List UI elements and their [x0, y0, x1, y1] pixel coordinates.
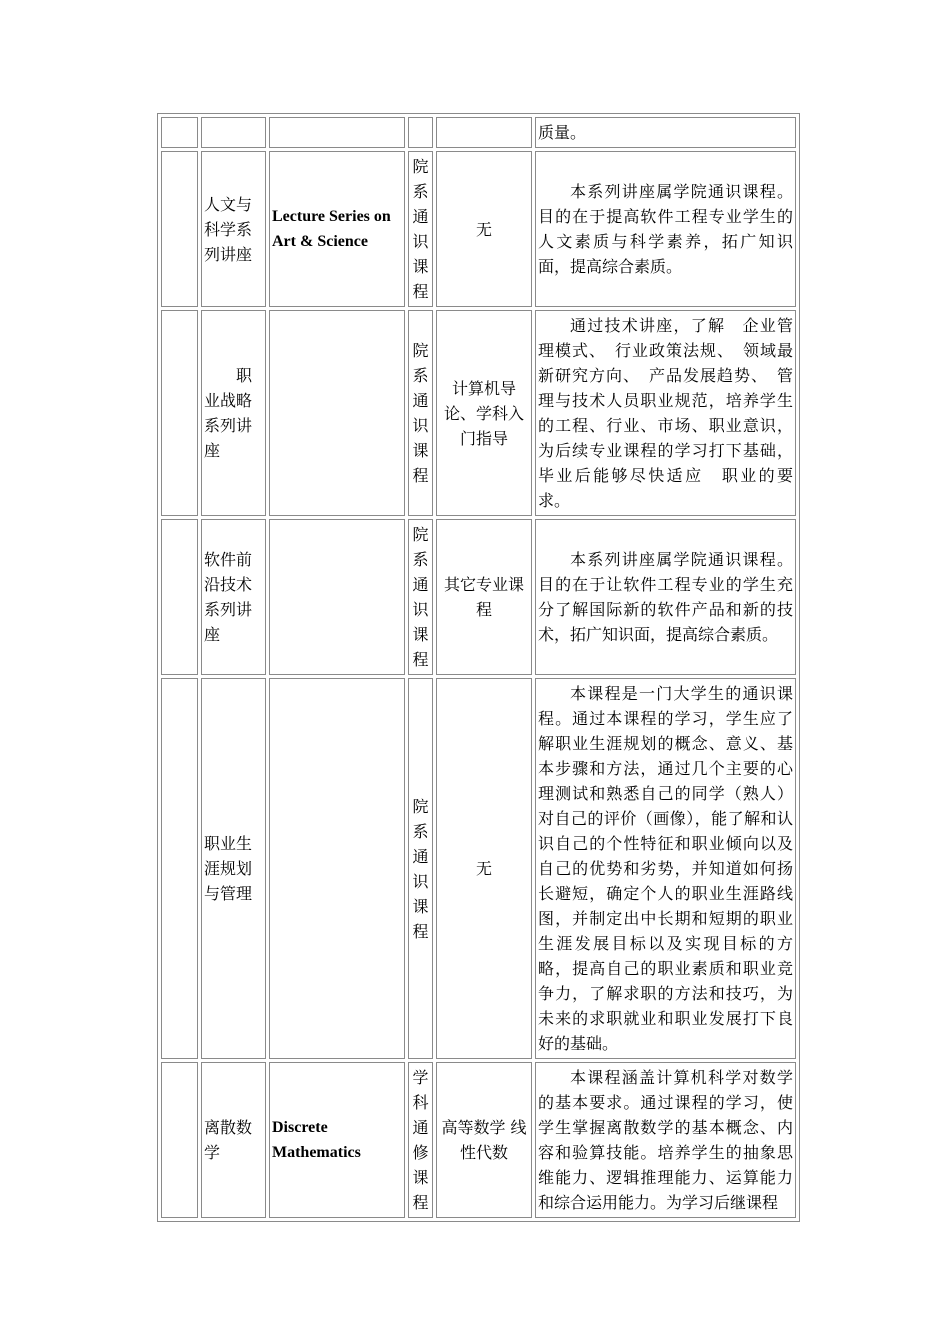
course-name-cell — [201, 310, 266, 516]
course-type-text: 院系通识课程 — [412, 796, 429, 941]
course-type-text: 院系通识课程 — [412, 525, 429, 669]
course-name-cell: 人文与科学系列讲座 — [201, 151, 266, 307]
description-cell — [535, 519, 796, 675]
table-row — [161, 678, 796, 1059]
course-english-name-cell: Discrete Mathematics — [269, 1062, 405, 1218]
course-type-cell — [408, 310, 433, 516]
description-cell — [535, 310, 796, 516]
course-english-name-cell — [269, 117, 405, 148]
description-text: 本系列讲座属学院通识课程。目的在于让软件工程专业的学生充分了解国际新的软件产品和新的技术，拓广知识面，提高综合素质。 — [538, 550, 793, 644]
table-row — [161, 151, 796, 307]
course-index-cell — [161, 310, 198, 516]
course-index-cell — [161, 117, 198, 148]
course-index-cell — [161, 1062, 198, 1218]
course-type-text: 院系通识课程 — [412, 157, 429, 301]
prerequisite-cell: 高等数学 线性代数 — [436, 1062, 532, 1218]
course-table — [157, 113, 800, 1222]
description-text: 通过技术讲座，了解 企业管理模式、 行业政策法规、 领域最新研究方向、 产品发展趋势、 管理与技术人员职业规范，培养学生的工程、行业、市场、职业意识，为后续专业课程的学习打下基础，毕业后能够尽快适应 职业的要求。 — [538, 316, 793, 510]
course-index-cell — [161, 519, 198, 675]
prerequisite-cell: 其它专业课程 — [436, 519, 532, 675]
course-type-text: 院系通识课程 — [412, 341, 429, 485]
course-name-cell: 职业生涯规划与管理 — [201, 678, 266, 1059]
description-text: 本系列讲座属学院通识课程。目的在于提高软件工程专业学生的人文素质与科学素养，拓广知识面，提高综合素质。 — [538, 182, 793, 276]
prerequisite-cell: 无 — [436, 151, 532, 307]
course-type-cell — [408, 1062, 433, 1218]
prerequisite-cell: 计算机导论、学科入门指导 — [436, 310, 532, 516]
course-english-name-cell: Lecture Series on Art & Science — [269, 151, 405, 307]
description-text: 本课程涵盖计算机科学对数学的基本要求。通过课程的学习，使学生掌握离散数学的基本概念、内容和验算技能。培养学生的抽象思维能力、逻辑推理能力、运算能力和综合运用能力。为学习后继课程 — [538, 1068, 793, 1212]
prerequisite-cell — [436, 117, 532, 148]
course-name-cell: 软件前沿技术系列讲座 — [201, 519, 266, 675]
course-index-cell — [161, 678, 198, 1059]
course-type-cell — [408, 117, 433, 148]
course-type-cell — [408, 519, 433, 675]
course-index-cell — [161, 151, 198, 307]
table-row — [161, 310, 796, 516]
course-name-text: 职业战略系列讲座 — [204, 366, 253, 460]
course-type-cell — [408, 151, 433, 307]
course-english-name-cell — [269, 678, 405, 1059]
description-cell — [535, 678, 796, 1059]
table-row — [161, 1062, 796, 1218]
course-type-text: 学科通修课程 — [412, 1068, 429, 1212]
description-cell — [535, 1062, 796, 1218]
course-name-cell — [201, 117, 266, 148]
description-cell — [535, 151, 796, 307]
course-english-name-cell — [269, 519, 405, 675]
course-english-name-cell — [269, 310, 405, 516]
description-text: 本课程是一门大学生的通识课程。通过本课程的学习，学生应了解职业生涯规划的概念、意义、基本步骤和方法，通过几个主要的心理测试和熟悉自己的同学（熟人）对自己的评价（画像），能了解和认识自己的个性特征和职业倾向以及自己的优势和劣势，并知道如何扬长避短，确定个人的职业生涯路线图，并制定出中长期和短期的职业生涯发展目标以及实现目标的方略，提高自己的职业素质和职业竞争力，了解求职的方法和技巧，为未来的求职就业和职业发展打下良好的基础。 — [538, 684, 793, 1053]
description-cell — [535, 117, 796, 148]
table-row — [161, 519, 796, 675]
prerequisite-cell: 无 — [436, 678, 532, 1059]
course-type-cell — [408, 678, 433, 1059]
table-row — [161, 117, 796, 148]
course-name-cell: 离散数学 — [201, 1062, 266, 1218]
description-text: 质量。 — [538, 123, 587, 142]
